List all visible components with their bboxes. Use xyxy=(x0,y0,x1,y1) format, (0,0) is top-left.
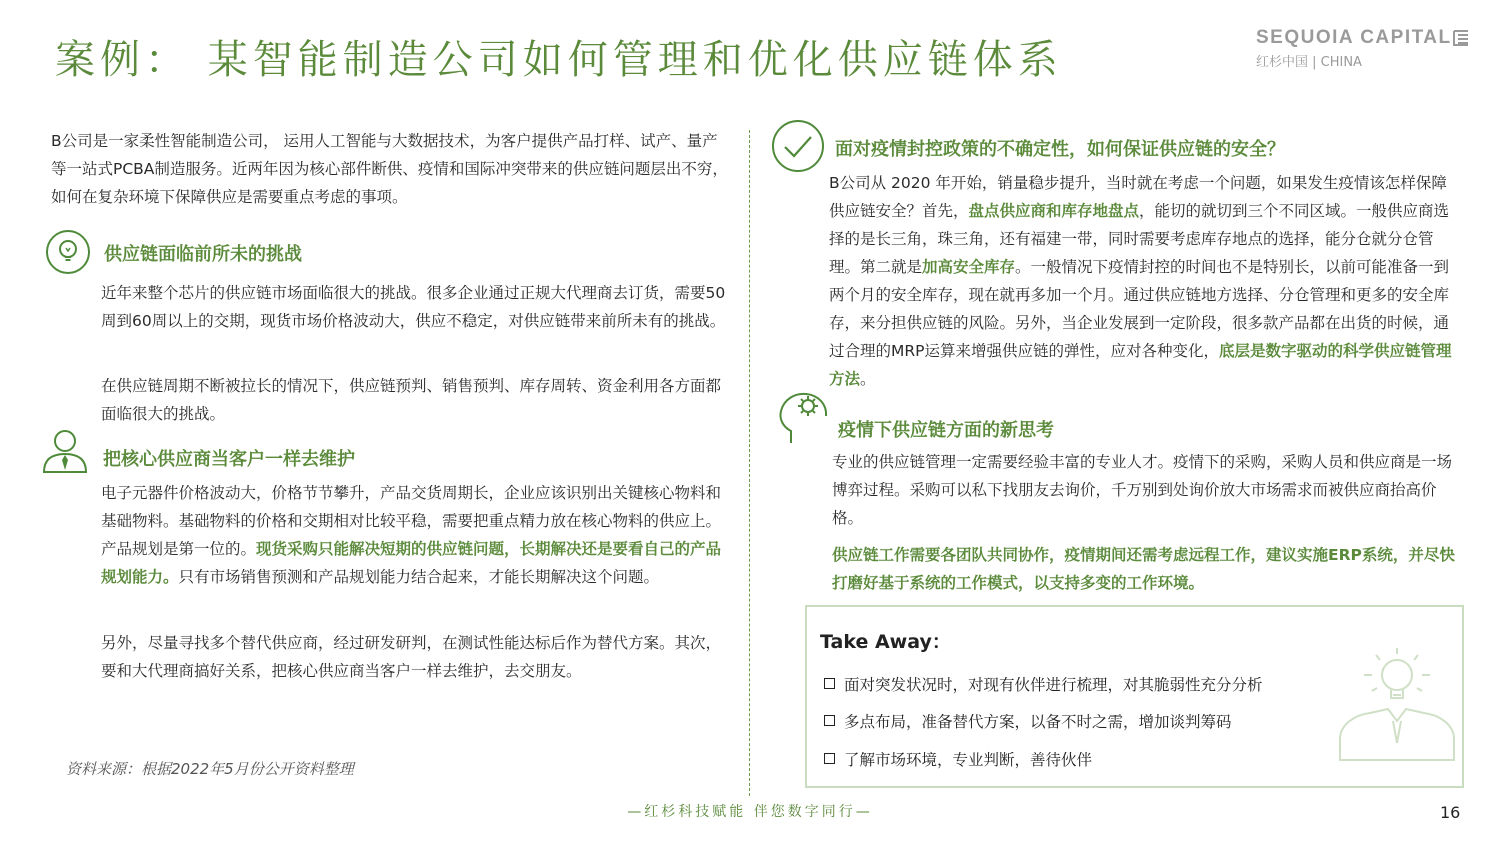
highlight-text: 底层是数字驱动的科学供应链管理方法 xyxy=(829,342,1452,388)
takeaway-item-text: 多点布局，准备替代方案，以备不时之需，增加谈判筹码 xyxy=(844,713,1232,731)
lightbulb-icon xyxy=(45,229,91,275)
section-title-supply-security: 面对疫情封控政策的不确定性，如何保证供应链的安全？ xyxy=(835,139,1285,160)
paragraph-text: B公司从 2020 年开始，销量稳步提升，当时就在考虑一个问题，如果发生疫情该怎样保障供应链安全？首先， xyxy=(829,174,1447,220)
paragraph-text: ，能切的就切到三个不同区域。一般供应商选择的是长三角，珠三角，还有福建一带，同时需要考虑库存地点的选择，能分仓就分仓管理。第二就是 xyxy=(829,202,1450,276)
logo-wordmark: SEQUOIA CAPITAL xyxy=(1256,27,1452,48)
highlight-text: 现货采购只能解决短期的供应链问题，长期解决还是要看自己的产品规划能力。 xyxy=(101,540,722,586)
checkbox-square-icon xyxy=(824,753,835,764)
checkmark-circle-icon xyxy=(771,119,825,173)
takeaway-item-text: 面对突发状况时，对现有伙伴进行梳理，对其脆弱性充分分析 xyxy=(844,676,1263,694)
challenges-paragraph-2: 在供应链周期不断被拉长的情况下，供应链预判、销售预判、库存周转、资金利用各方面都面临很大的挑战。 xyxy=(101,377,722,423)
logo-mark-icon xyxy=(1453,30,1469,46)
takeaway-item xyxy=(824,710,1232,732)
supply-security-paragraph xyxy=(829,169,1459,393)
new-thinking-paragraph-2: 供应链工作需要各团队共同协作，疫情期间还需考虑远程工作，建议实施ERP系统，并尽快打磨好基于系统的工作模式，以支持多变的工作环境。 xyxy=(832,546,1455,592)
page-number: 16 xyxy=(1440,803,1461,822)
section-title-challenges: 供应链面临前所未的挑战 xyxy=(104,244,302,265)
intro-paragraph: B公司是一家柔性智能制造公司， 运用人工智能与大数据技术，为客户提供产品打样、试产、量产等一站式PCBA制造服务。近两年因为核心部件断供、疫情和国际冲突带来的供应链问题层出不穷，如何在复杂环境下保障供应是需要重点考虑的事项。 xyxy=(51,132,728,206)
lightbulb-person-icon xyxy=(1336,643,1458,761)
takeaway-item xyxy=(824,748,1092,770)
section-title-core-suppliers: 把核心供应商当客户一样去维护 xyxy=(103,449,355,470)
highlight-text: 盘点供应商和库存地盘点 xyxy=(968,202,1140,220)
core-suppliers-paragraph-2: 另外，尽量寻找多个替代供应商，经过研发研判，在测试性能达标后作为替代方案。其次，要和大代理商搞好关系，把核心供应商当客户一样去维护，去交朋友。 xyxy=(101,634,722,680)
person-tie-icon xyxy=(41,428,89,474)
checkbox-square-icon xyxy=(824,715,835,726)
page-title: 案例： 某智能制造公司如何管理和优化供应链体系 xyxy=(55,37,1063,83)
paragraph-text: 。 xyxy=(860,370,876,388)
checkbox-square-icon xyxy=(824,678,835,689)
takeaway-item-text: 了解市场环境，专业判断，善待伙伴 xyxy=(844,751,1093,769)
highlight-text: 加高安全库存 xyxy=(922,258,1016,276)
core-suppliers-paragraph-1 xyxy=(101,479,733,591)
section-title-new-thinking: 疫情下供应链方面的新思考 xyxy=(838,420,1054,441)
new-thinking-paragraph-1: 专业的供应链管理一定需要经验丰富的专业人才。疫情下的采购，采购人员和供应商是一场博弈过程。采购可以私下找朋友去询价，千万别到处询价放大市场需求而被供应商抬高价格。 xyxy=(832,453,1453,527)
takeaway-item xyxy=(824,673,1263,695)
paragraph-text: 只有市场销售预测和产品规划能力结合起来，才能长期解决这个问题。 xyxy=(178,568,660,586)
takeaway-title: Take Away： xyxy=(820,631,951,653)
source-note: 资料来源：根据2022年5月份公开资料整理 xyxy=(66,760,354,778)
column-divider xyxy=(749,130,750,796)
footer-slogan: —红杉科技赋能 伴您数字同行— xyxy=(627,804,873,820)
paragraph-text: 电子元器件价格波动大，价格节节攀升，产品交货周期长，企业应该识别出关键核心物料和基础物料。基础物料的价格和交期相对比较平稳，需要把重点精力放在核心物料的供应上。产品规划是第一位的。 xyxy=(101,484,722,558)
paragraph-text: 。一般情况下疫情封控的时间也不是特别长，以前可能准备一到两个月的安全库存，现在就再多加一个月。通过供应链地方选择、分仓管理和更多的安全库存，来分担供应链的风险。另外，当企业发展到一定阶段，很多款产品都在出货的时候，通过合理的MRP运算来增强供应链的弹性，应对各种变化， xyxy=(829,258,1450,360)
sequoia-logo xyxy=(1256,27,1470,70)
head-gear-icon xyxy=(777,391,829,445)
logo-subtitle: 红杉中国 | CHINA xyxy=(1256,55,1362,70)
challenges-paragraph-1: 近年来整个芯片的供应链市场面临很大的挑战。很多企业通过正规大代理商去订货，需要50周到60周以上的交期，现货市场价格波动大，供应不稳定，对供应链带来前所未有的挑战。 xyxy=(101,284,726,330)
